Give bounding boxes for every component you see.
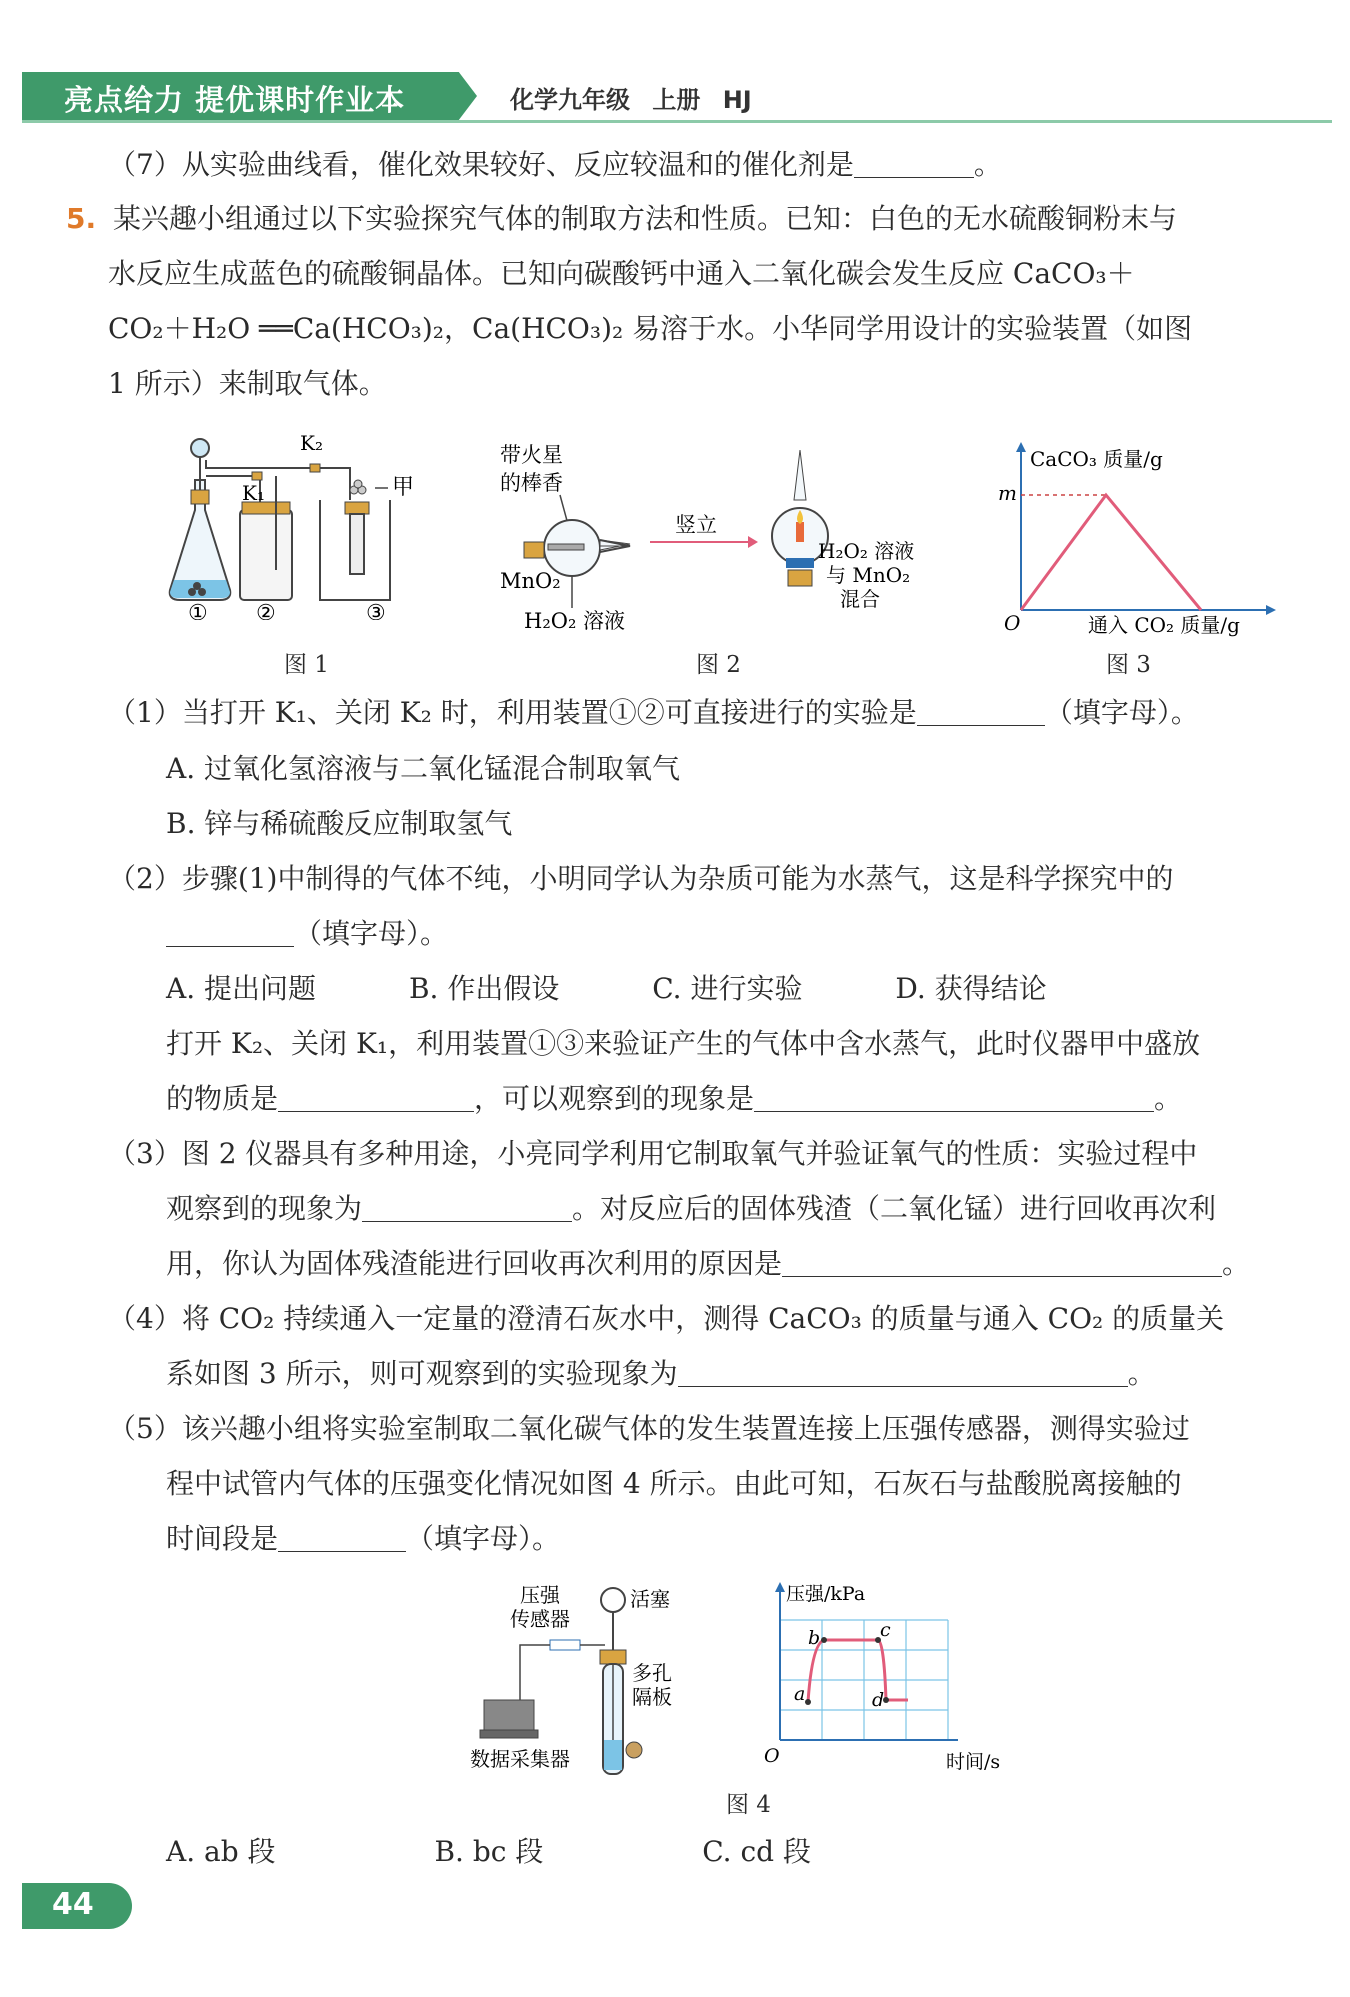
q5-blank[interactable] (278, 1525, 406, 1552)
label-yaqiang: 压强 (520, 1583, 560, 1607)
point-a: a (794, 1683, 806, 1705)
subject-label: 化学九年级 上册 HJ (510, 86, 752, 114)
q5-option-c: C. cd 段 (702, 1835, 811, 1868)
q4-blank[interactable] (678, 1360, 1128, 1387)
chart4-ylabel: 压强/kPa (786, 1583, 866, 1605)
q5-option-b: B. bc 段 (434, 1835, 544, 1868)
label-h2o2: H₂O₂ 溶液 (524, 609, 626, 633)
q2-blank-substance[interactable] (278, 1085, 474, 1112)
q5-intro-line1 (66, 201, 1177, 237)
chart4-origin: O (764, 1745, 780, 1767)
q4-line2: 系如图 3 所示，则可观察到的实验现象为 。 (166, 1357, 1156, 1390)
q2-line2 (166, 916, 448, 952)
series-title: 亮点给力 提优课时作业本 (64, 83, 406, 117)
label-chuanganqi: 传感器 (510, 1607, 570, 1631)
q2-line4a: 的物质是 (166, 1082, 279, 1115)
q1-text: （1）当打开 K₁、关闭 K₂ 时，利用装置①②可直接进行的实验是 (108, 696, 917, 729)
q4-7-line: （7）从实验曲线看，催化效果较好、反应较温和的催化剂是 。 (108, 148, 1002, 181)
q5-intro-line2: 水反应生成蓝色的硫酸铜晶体。已知向碳酸钙中通入二氧化碳会发生反应 CaCO₃＋ (108, 257, 1135, 290)
q2-suffix: （填字母）。 (294, 917, 449, 950)
figure-2-caption: 图 2 (696, 652, 741, 678)
q2-option-a: A. 提出问题 (166, 972, 317, 1005)
q2-blank-phenomenon[interactable] (754, 1085, 1154, 1112)
q2-line4: 的物质是 ，可以观察到的现象是 。 (166, 1082, 1183, 1115)
label-shuju: 数据采集器 (470, 1747, 570, 1771)
q5-line3b: （填字母）。 (406, 1522, 561, 1555)
label-mno2: MnO₂ (500, 569, 561, 593)
figure-2-apparatus (500, 440, 960, 640)
figure-4-apparatus (470, 1580, 710, 1780)
label-2: ② (256, 601, 276, 620)
q5-intro-line3: CO₂＋H₂O ══Ca(HCO₃)₂，Ca(HCO₃)₂ 易溶于水。小华同学用设计的实验装置（如图 (108, 312, 1193, 345)
figure-3-chart (996, 440, 1286, 640)
answer-blank[interactable] (854, 151, 974, 178)
q3-line2a: 观察到的现象为 (166, 1192, 363, 1225)
q5-options (166, 1834, 811, 1870)
q5-intro-line4: 1 所示）来制取气体。 (108, 367, 387, 400)
page-header (22, 72, 1332, 120)
label-shuli: 竖立 (675, 513, 717, 537)
label-huosai: 活塞 (630, 1587, 670, 1611)
q3-line2 (166, 1191, 1216, 1227)
q2-options (166, 971, 1047, 1007)
q2-option-d: D. 获得结论 (895, 972, 1047, 1005)
label-k2: K₂ (300, 431, 323, 455)
q4-line2-text: 系如图 3 所示，则可观察到的实验现象为 (166, 1357, 678, 1390)
question-number: 5. (66, 202, 97, 235)
chart3-origin: O (1004, 611, 1021, 635)
q5-line1: （5）该兴趣小组将实验室制取二氧化碳气体的发生装置连接上压强传感器，测得实验过 (108, 1412, 1190, 1445)
q2-line3: 打开 K₂、关闭 K₁，利用装置①③来验证产生的气体中含水蒸气，此时仪器甲中盛放 (166, 1027, 1201, 1060)
q1-option-a: A. 过氧化氢溶液与二氧化锰混合制取氧气 (166, 752, 681, 785)
chart4-xlabel: 时间/s (946, 1751, 1001, 1773)
q2-option-b: B. 作出假设 (408, 972, 560, 1005)
label-3: ③ (366, 601, 386, 620)
q5-intro-text: 某兴趣小组通过以下实验探究气体的制取方法和性质。已知：白色的无水硫酸铜粉末与 (113, 202, 1178, 235)
q4-line1: （4）将 CO₂ 持续通入一定量的澄清石灰水中，测得 CaCO₃ 的质量与通入 CO₂ 的质量关 (108, 1302, 1225, 1335)
q7-text: （7）从实验曲线看，催化效果较好、反应较温和的催化剂是 (108, 148, 854, 181)
q3-line2b: 。对反应后的固体残渣（二氧化锰）进行回收再次利 (572, 1192, 1217, 1225)
q2-blank[interactable] (166, 920, 294, 947)
q5-option-a: A. ab 段 (166, 1835, 276, 1868)
chart4-grid (780, 1620, 948, 1740)
label-hunhe: 混合 (840, 587, 880, 611)
chart3-ylabel: CaCO₃ 质量/g (1030, 447, 1163, 471)
pressure-curve (808, 1640, 908, 1702)
q1-option-b: B. 锌与稀硫酸反应制取氢气 (166, 807, 513, 840)
chart3-xlabel: 通入 CO₂ 质量/g (1088, 613, 1240, 637)
figure-3-caption: 图 3 (1106, 652, 1151, 678)
label-yu-mno2: 与 MnO₂ (826, 563, 911, 587)
q5-line2: 程中试管内气体的压强变化情况如图 4 所示。由此可知，石灰石与盐酸脱离接触的 (166, 1467, 1182, 1500)
page-number: 44 (52, 1887, 94, 1922)
chart3-m: m (998, 481, 1017, 505)
figure-1-apparatus (160, 420, 460, 620)
figure-4-chart (758, 1580, 1018, 1780)
label-duokong: 多孔 (632, 1661, 672, 1685)
q1-blank[interactable] (917, 699, 1045, 726)
q3-line1: （3）图 2 仪器具有多种用途，小亮同学利用它制取氧气并验证氧气的性质：实验过程中 (108, 1137, 1198, 1170)
q1-line (108, 695, 1199, 731)
label-geban: 隔板 (632, 1685, 672, 1709)
q3-line3-text: 用，你认为固体残渣能进行回收再次利用的原因是 (166, 1247, 783, 1280)
point-b: b (808, 1627, 821, 1649)
header-divider (22, 120, 1332, 123)
q1-suffix: （填字母）。 (1044, 696, 1199, 729)
point-d: d (872, 1689, 885, 1711)
q2-line4b: ，可以观察到的现象是 (474, 1082, 755, 1115)
label-1: ① (188, 601, 208, 620)
label-bangxiang: 的棒香 (500, 471, 563, 495)
figure-1-caption: 图 1 (284, 652, 329, 678)
figure-4-caption: 图 4 (726, 1792, 771, 1818)
q2-option-c: C. 进行实验 (652, 972, 803, 1005)
label-jia: 甲 (392, 475, 415, 500)
q5-line3 (166, 1521, 560, 1557)
q5-line3a: 时间段是 (166, 1522, 279, 1555)
q3-blank-reason[interactable] (782, 1250, 1222, 1277)
q2-line1: （2）步骤(1)中制得的气体不纯，小明同学认为杂质可能为水蒸气，这是科学探究中的 (108, 862, 1174, 895)
point-c: c (880, 1619, 891, 1641)
label-daihuoxing: 带火星 (500, 443, 563, 467)
label-h2o2-b: H₂O₂ 溶液 (818, 539, 915, 563)
q3-blank-phenomenon[interactable] (362, 1195, 572, 1222)
label-k1: K₁ (242, 481, 265, 505)
caco3-curve (1021, 495, 1201, 610)
q3-line3: 用，你认为固体残渣能进行回收再次利用的原因是 。 (166, 1247, 1251, 1280)
